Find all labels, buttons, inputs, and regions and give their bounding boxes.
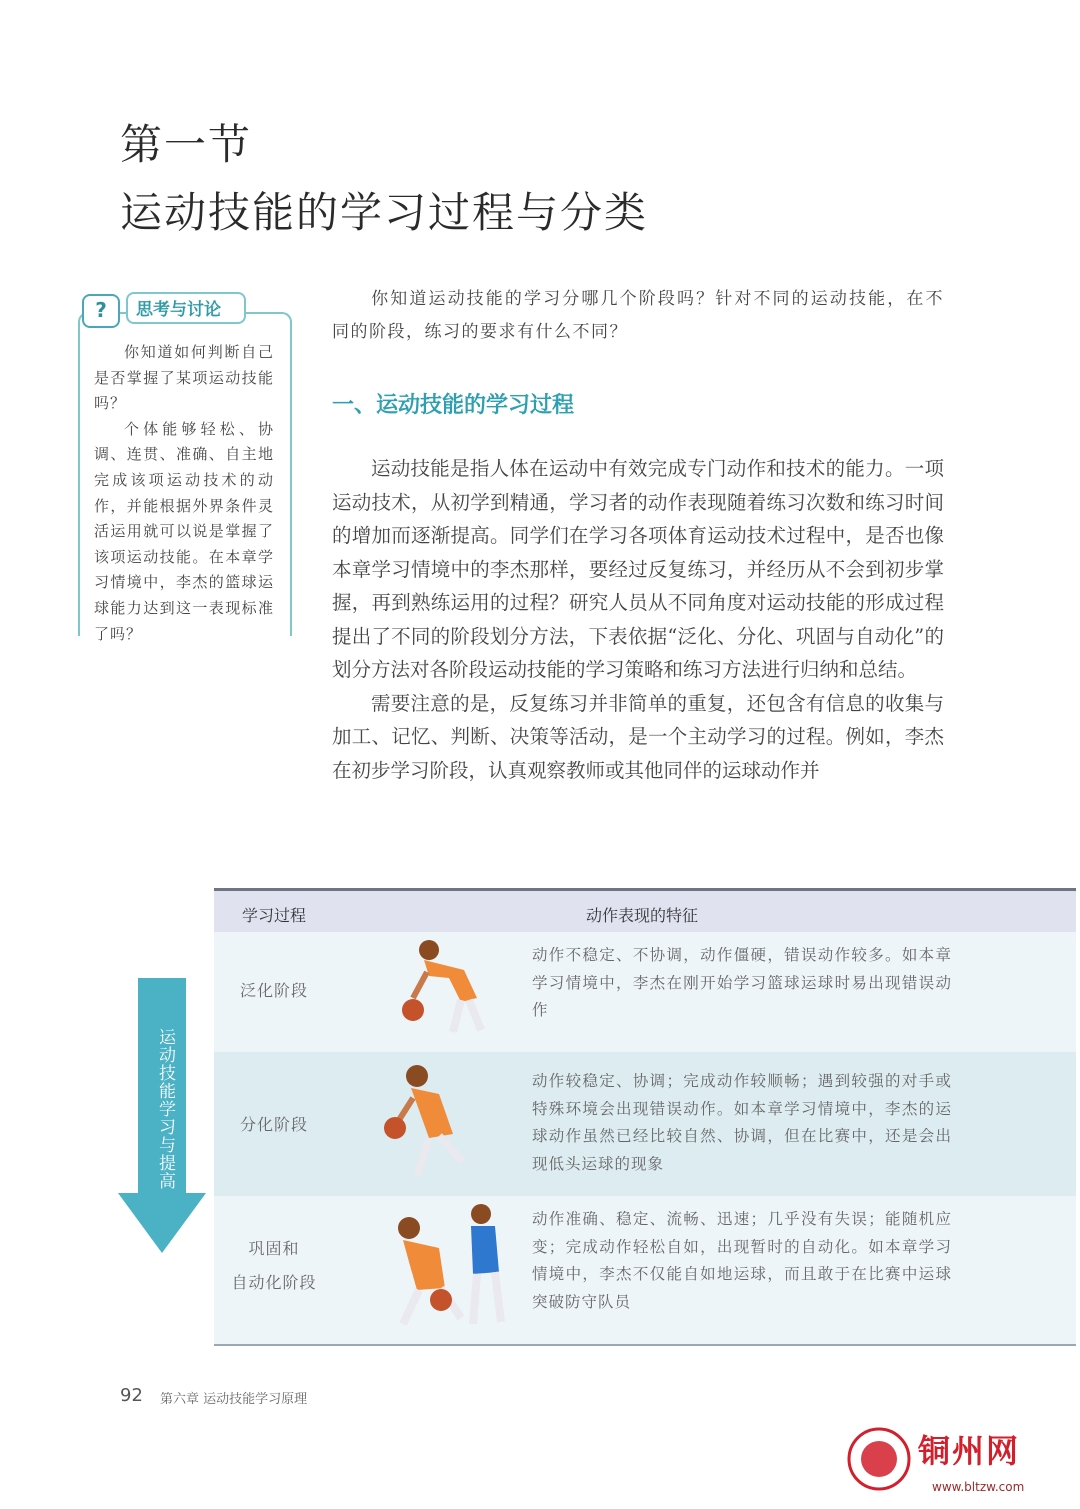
header-action-features: 动作表现的特征 [586, 906, 699, 925]
table-row [214, 932, 1076, 1052]
offense-defense-figures [369, 1200, 534, 1340]
watermark-url: www.bltzw.com [932, 1480, 1025, 1494]
header-learning-process: 学习过程 [242, 906, 307, 925]
dribbling-player-figure [369, 936, 534, 1048]
think-box-answer: 个体能够轻松、协调、连贯、准确、自主地完成该项运动技术的动作，并能根据外界条件灵活运用就可以说是掌握了该项运动技能。在本章学习情境中，李杰的篮球运球能力达到这一表现标准了吗？ [94, 419, 274, 643]
stage-name: 分化阶段 [239, 1115, 308, 1134]
learning-stage-table [214, 888, 1076, 1346]
table-row [214, 1052, 1076, 1196]
stage-name: 泛化阶段 [239, 981, 308, 1000]
progress-arrow [118, 978, 206, 1258]
watermark-site-name: 铜州网 [918, 1432, 1021, 1470]
dribbling-player-figure [369, 1058, 534, 1190]
subsection-heading: 一、运动技能的学习过程 [332, 393, 575, 418]
intro-text [332, 283, 944, 349]
stage-description: 动作准确、稳定、流畅、迅速；几乎没有失误；能随机应变；完成动作轻松自如，出现暂时的自动化。如本章学习情境中，李杰不仅能自如地运球，而且敢于在比赛中运球突破防守队员 [532, 1210, 952, 1311]
think-box-question: 你知道如何判断自己是否掌握了某项运动技能吗？ [94, 343, 274, 413]
think-box-body [94, 340, 274, 647]
chapter-title: 第六章 运动技能学习原理 [160, 1392, 308, 1407]
think-discuss-box [78, 290, 290, 643]
think-box-label: 思考与讨论 [126, 292, 246, 324]
intro-paragraph: 你知道运动技能的学习分哪几个阶段吗？针对不同的运动技能，在不同的阶段，练习的要求有什么不同？ [332, 289, 944, 342]
table-row [214, 1196, 1076, 1344]
main-text [332, 452, 944, 787]
question-icon: ? [82, 294, 120, 328]
stage-name-line1: 巩固和 [248, 1239, 300, 1258]
main-paragraph-1: 运动技能是指人体在运动中有效完成专门动作和技术的能力。一项运动技术，从初学到精通，学习者的动作表现随着练习次数和练习时间的增加而逐渐提高。同学们在学习各项体育运动技术过程中，是否也像本章学习情境中的李杰那样，要经过反复练习，并经历从不会到初步掌握，再到熟练运用的过程？研究人员从不同角度对运动技能的形成过程提出了不同的阶段划分方法，下表依据“泛化、分化、巩固与自动化”的划分方法对各阶段运动技能的学习策略和练习方法进行归纳和总结。 [332, 457, 944, 681]
section-number: 第一节 [120, 120, 253, 169]
main-paragraph-2: 需要注意的是，反复练习并非简单的重复，还包含有信息的收集与加工、记忆、判断、决策等活动，是一个主动学习的过程。例如，李杰在初步学习阶段，认真观察教师或其他同伴的运球动作并 [332, 691, 944, 782]
table-header [214, 888, 1076, 935]
arrow-label: 运动技能学习与提高 [155, 1028, 175, 1190]
page-number: 92 [120, 1385, 143, 1406]
watermark-logo [840, 1418, 1075, 1508]
stage-name-line2: 自动化阶段 [231, 1273, 317, 1292]
stage-description: 动作较稳定、协调；完成动作较顺畅；遇到较强的对手或特殊环境会出现错误动作。如本章学习情境中，李杰的运球动作虽然已经比较自然、协调，但在比赛中，还是会出现低头运球的现象 [532, 1072, 952, 1173]
stage-description: 动作不稳定、不协调，动作僵硬，错误动作较多。如本章学习情境中，李杰在刚开始学习篮球运球时易出现错误动作 [532, 946, 952, 1019]
section-title: 运动技能的学习过程与分类 [120, 188, 649, 237]
seal-icon [844, 1424, 914, 1494]
